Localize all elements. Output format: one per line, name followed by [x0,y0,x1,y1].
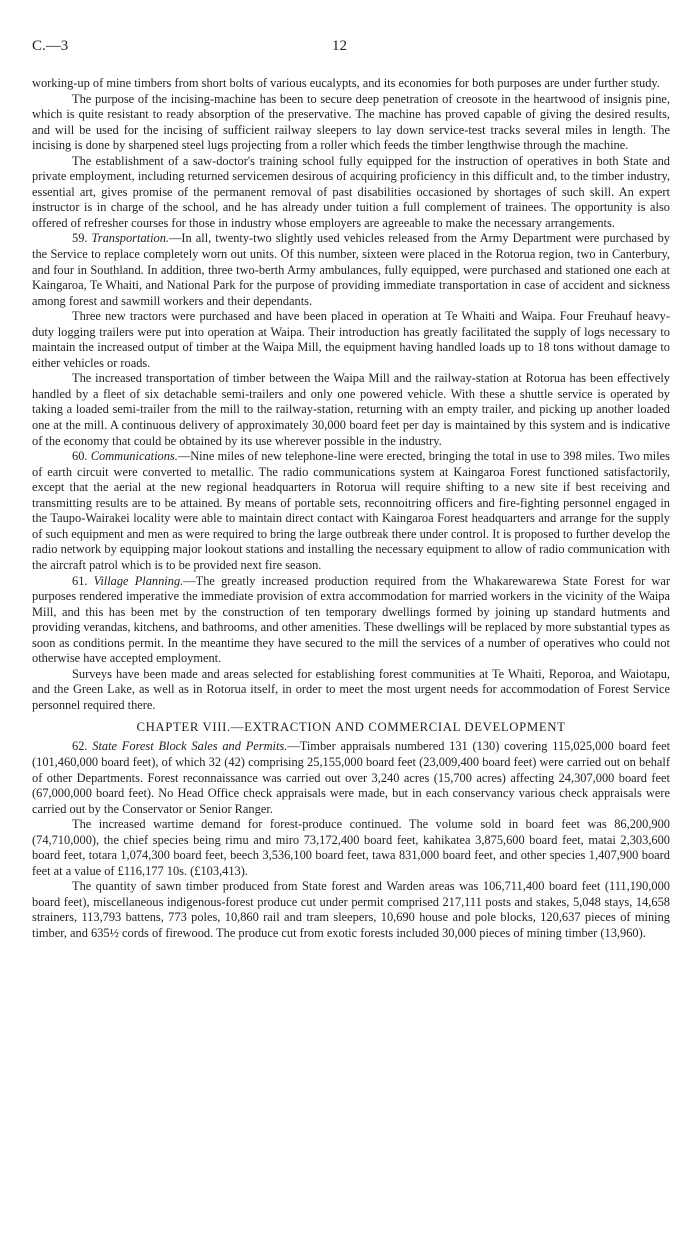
paragraph-communications: 60. Communications.—Nine miles of new telephone-line were erected, bringing the total in use to 398 miles. Two miles of earth circuit were converted to metallic. The radio communications system at Kaingaroa Forest functioned satisfactorily, except that the aerial at the new regional headquarters in Rotorua will require shifting to a new site if best receiving and transmitting results are to be attained. By means of portable sets, reconnoitring officers and fire-fighting personnel engaged in the Taupo-Wairakei locality were able to maintain direct contact with Kaingaroa Forest headquarters and arrange for the supply of such equipment and men as were required to bring the large outbreak there under control. It is proposed to further develop the radio network by equipping major lookout stations and installing the necessary equipment to allow of radio communication with the aircraft patrol which is to be provided next fire season. [32,449,670,572]
paragraph: The increased wartime demand for forest-produce continued. The volume sold in board feet was 86,200,900 (74,710,000), the chief species being rimu and miro 73,172,400 board feet, kahikatea 3,875,600 board feet, matai 2,303,600 board feet, totara 1,074,300 board feet, beech 3,536,100 board feet, tawa 831,000 board feet, and other species 1,407,900 board feet at a value of £116,177 10s. (£103,413). [32,817,670,878]
paragraph: Three new tractors were purchased and have been placed in operation at Te Whaiti and Waipa. Four Freuhauf heavy-duty logging trailers were put into operation at Waipa. Their introduction has greatly facilitated the supply of logs necessary to maintain the increased output of timber at the Waipa Mill, the equipment having handled loads up to 18 tons without damage to either vehicles or roads. [32,309,670,370]
paragraph: The increased transportation of timber between the Waipa Mill and the railway-station at Rotorua has been effectively handled by a fleet of six detachable semi-trailers and only one powered vehicle. With these a shuttle service is operated by taking a loaded semi-trailer from the mill to the railway-station, returning with an empty trailer, and picking up another loaded one at the mill. A continuous delivery of approximately 30,000 board feet per day is maintained by this system and is indicative of the economy that could be obtained by its use wherever possible in the industry. [32,371,670,448]
paragraph-transportation: 59. Transportation.—In all, twenty-two slightly used vehicles released from the Army Department were purchased by the Service to replace completely worn out units. Of this number, sixteen were placed in the Rotorua region, two in Canterbury, and four in Southland. In addition, three two-berth Army ambulances, fully equipped, were purchased and stationed one each at Kaingaroa, Te Whaiti, and National Park for the purpose of providing immediate transportation in case of accident and sickness among forest and sawmill workers and their dependants. [32,231,670,308]
section-title: State Forest Block Sales and Permits. [92,739,288,754]
paragraph: The quantity of sawn timber produced from State forest and Warden areas was 106,711,400 board feet (111,190,000 board feet), miscellaneous indigenous-forest produce cut under permit comprised 217,111 posts and stakes, 5,048 stays, 14,658 strainers, 113,793 battens, 773 poles, 10,860 rail and tram sleepers, 10,690 house and pole blocks, 120,637 pieces of mining timber, and 635½ cords of firewood. The produce cut from exotic forests included 30,000 pieces of mining timber (13,960). [32,879,670,940]
paragraph: working-up of mine timbers from short bolts of various eucalypts, and its economies for both purposes are under further study. [32,76,660,90]
paragraph: The purpose of the incising-machine has been to secure deep penetration of creosote in the heartwood of insignis pine, which is quite resistant to ready absorption of the preservative. The machine has proved capable of giving the desired results, and will be used for the incising of sufficient railway sleepers to lay down service-test tracks several miles in length. The incising is done by sharpened steel lugs projecting from a roller which feeds the timber lengthwise through the machine. [32,91,670,153]
section-title: Transportation. [91,231,170,246]
section-title: Communications. [90,449,178,464]
chapter-heading: CHAPTER VIII.—EXTRACTION AND COMMERCIAL DEVELOPMENT [136,720,566,735]
report-reference: C.—3 [32,38,69,54]
page-header [32,38,670,62]
section-title: Village Planning. [93,573,184,588]
document-page [32,38,670,942]
paragraph-village-planning: 61. Village Planning.—The greatly increased production required from the Whakarewarewa State Forest for war purposes rendered imperative the immediate provision of extra accommodation for married workers in the vicinity of the Waipa Mill, and this has been met by the construction of ten temporary dwellings formed by joining up standard hutments and providing verandas, kitchens, and bathrooms, and other amenities. These dwellings will be replaced by more substantial types as soon as conditions permit. In the meantime they have secured to the mill the services of a number of operatives who could not otherwise have accepted employment. [32,573,670,666]
paragraph-block-sales: 62. State Forest Block Sales and Permits.—Timber appraisals numbered 131 (130) covering 115,025,000 board feet (101,460,000 board feet), of which 32 (42) comprising 25,155,000 board feet (23,009,400 board feet) were carried out on behalf of other Departments. Forest reconnaissance was carried out over 3,240 acres (15,700 acres) affecting 24,307,000 board feet (67,000,000 board feet). No Head Office check appraisals were made, but in each conservancy various check appraisals were carried out by the Conservator or Senior Ranger. [32,739,671,816]
paragraph: The establishment of a saw-doctor's training school fully equipped for the instruction of operatives in both State and private employment, including returned servicemen desirous of acquiring proficiency in this difficult and, to the timber industry, essential art, gives promise of the permanent removal of past disabilities occasioned by shortages of such skill. An expert instructor is in charge of the school, and he has already under tuition a full complement of trainees. The opportunity is also offered of refresher courses for those in industry whose employers are agreeable to make the necessary arrangements. [32,153,670,230]
page-number: 12 [332,38,347,54]
document-body [32,76,670,942]
paragraph: Surveys have been made and areas selected for establishing forest communities at Te Whaiti, Reporoa, and Waiotapu, and the Green Lake, as well as in Rotorua itself, in order to meet the most urgent needs for accommodation of Forest Service personnel required there. [32,666,670,712]
